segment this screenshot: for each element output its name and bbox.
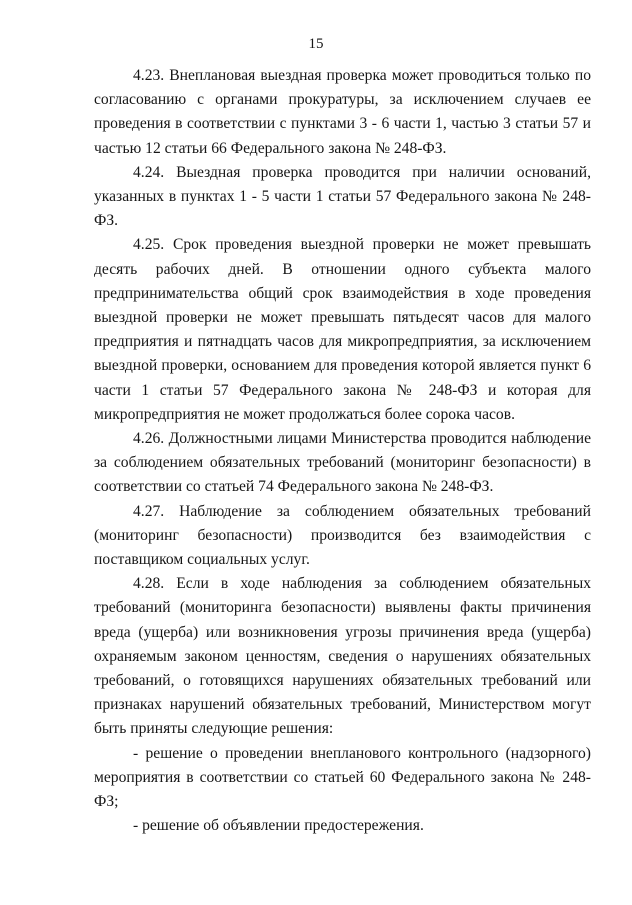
list-item-warning-decision: - решение об объявлении предостережения. <box>133 817 424 835</box>
list-item-inspection-decision: - решение о проведении внепланового контрольного (надзорного) мероприятия в соответствии со статьей 60 Федерального закона № 248-ФЗ; <box>94 744 591 811</box>
page-number: 15 <box>308 36 324 52</box>
paragraph-4-27: 4.27. Наблюдение за соблюдением обязательных требований (мониторинг безопасности) производится без взаимодействия с поставщиком социальных услуг. <box>94 502 591 569</box>
paragraph-4-23: 4.23. Внеплановая выездная проверка может проводиться только по согласованию с органами прокуратуры, за исключением случаев ее проведения в соответствии с пунктами 3 - 6 части 1, частью 3 статьи 57 и частью 12 статьи 66 Федерального закона № 248-ФЗ. <box>94 67 591 157</box>
paragraph-4-28: 4.28. Если в ходе наблюдения за соблюдением обязательных требований (мониторинга безопасности) выявлены факты причинения вреда (ущерба) или возникновения угрозы причинения вреда (ущерба) охраняемым законом ценностям, сведения о нарушениях обязательных требований, о готовящихся нарушениях обязательных требований или признаках нарушений обязательных требований, Министерством могут быть приняты следующие решения: <box>94 575 591 738</box>
paragraph-4-24: 4.24. Выездная проверка проводится при наличии оснований, указанных в пунктах 1 - 5 части 1 статьи 57 Федерального закона № 248-ФЗ. <box>94 163 591 230</box>
paragraph-4-26: 4.26. Должностными лицами Министерства проводится наблюдение за соблюдением обязательных требований (мониторинг безопасности) в соответствии со статьей 74 Федерального закона № 248-ФЗ. <box>94 430 591 496</box>
document-body <box>94 64 591 839</box>
paragraph-4-25: 4.25. Срок проведения выездной проверки не может превышать десять рабочих дней. В отношении одного субъекта малого предпринимательства общий срок взаимодействия в ходе проведения выездной проверки не может превышать пятьдесят часов для малого предприятия и пятнадцать часов для микропредприятия, за исключением выездной проверки, основанием для проведения которой является пункт 6 части 1 статьи 57 Федерального закона № 248-ФЗ и которая для микропредприятия не может продолжаться более сорока часов. <box>94 236 591 423</box>
